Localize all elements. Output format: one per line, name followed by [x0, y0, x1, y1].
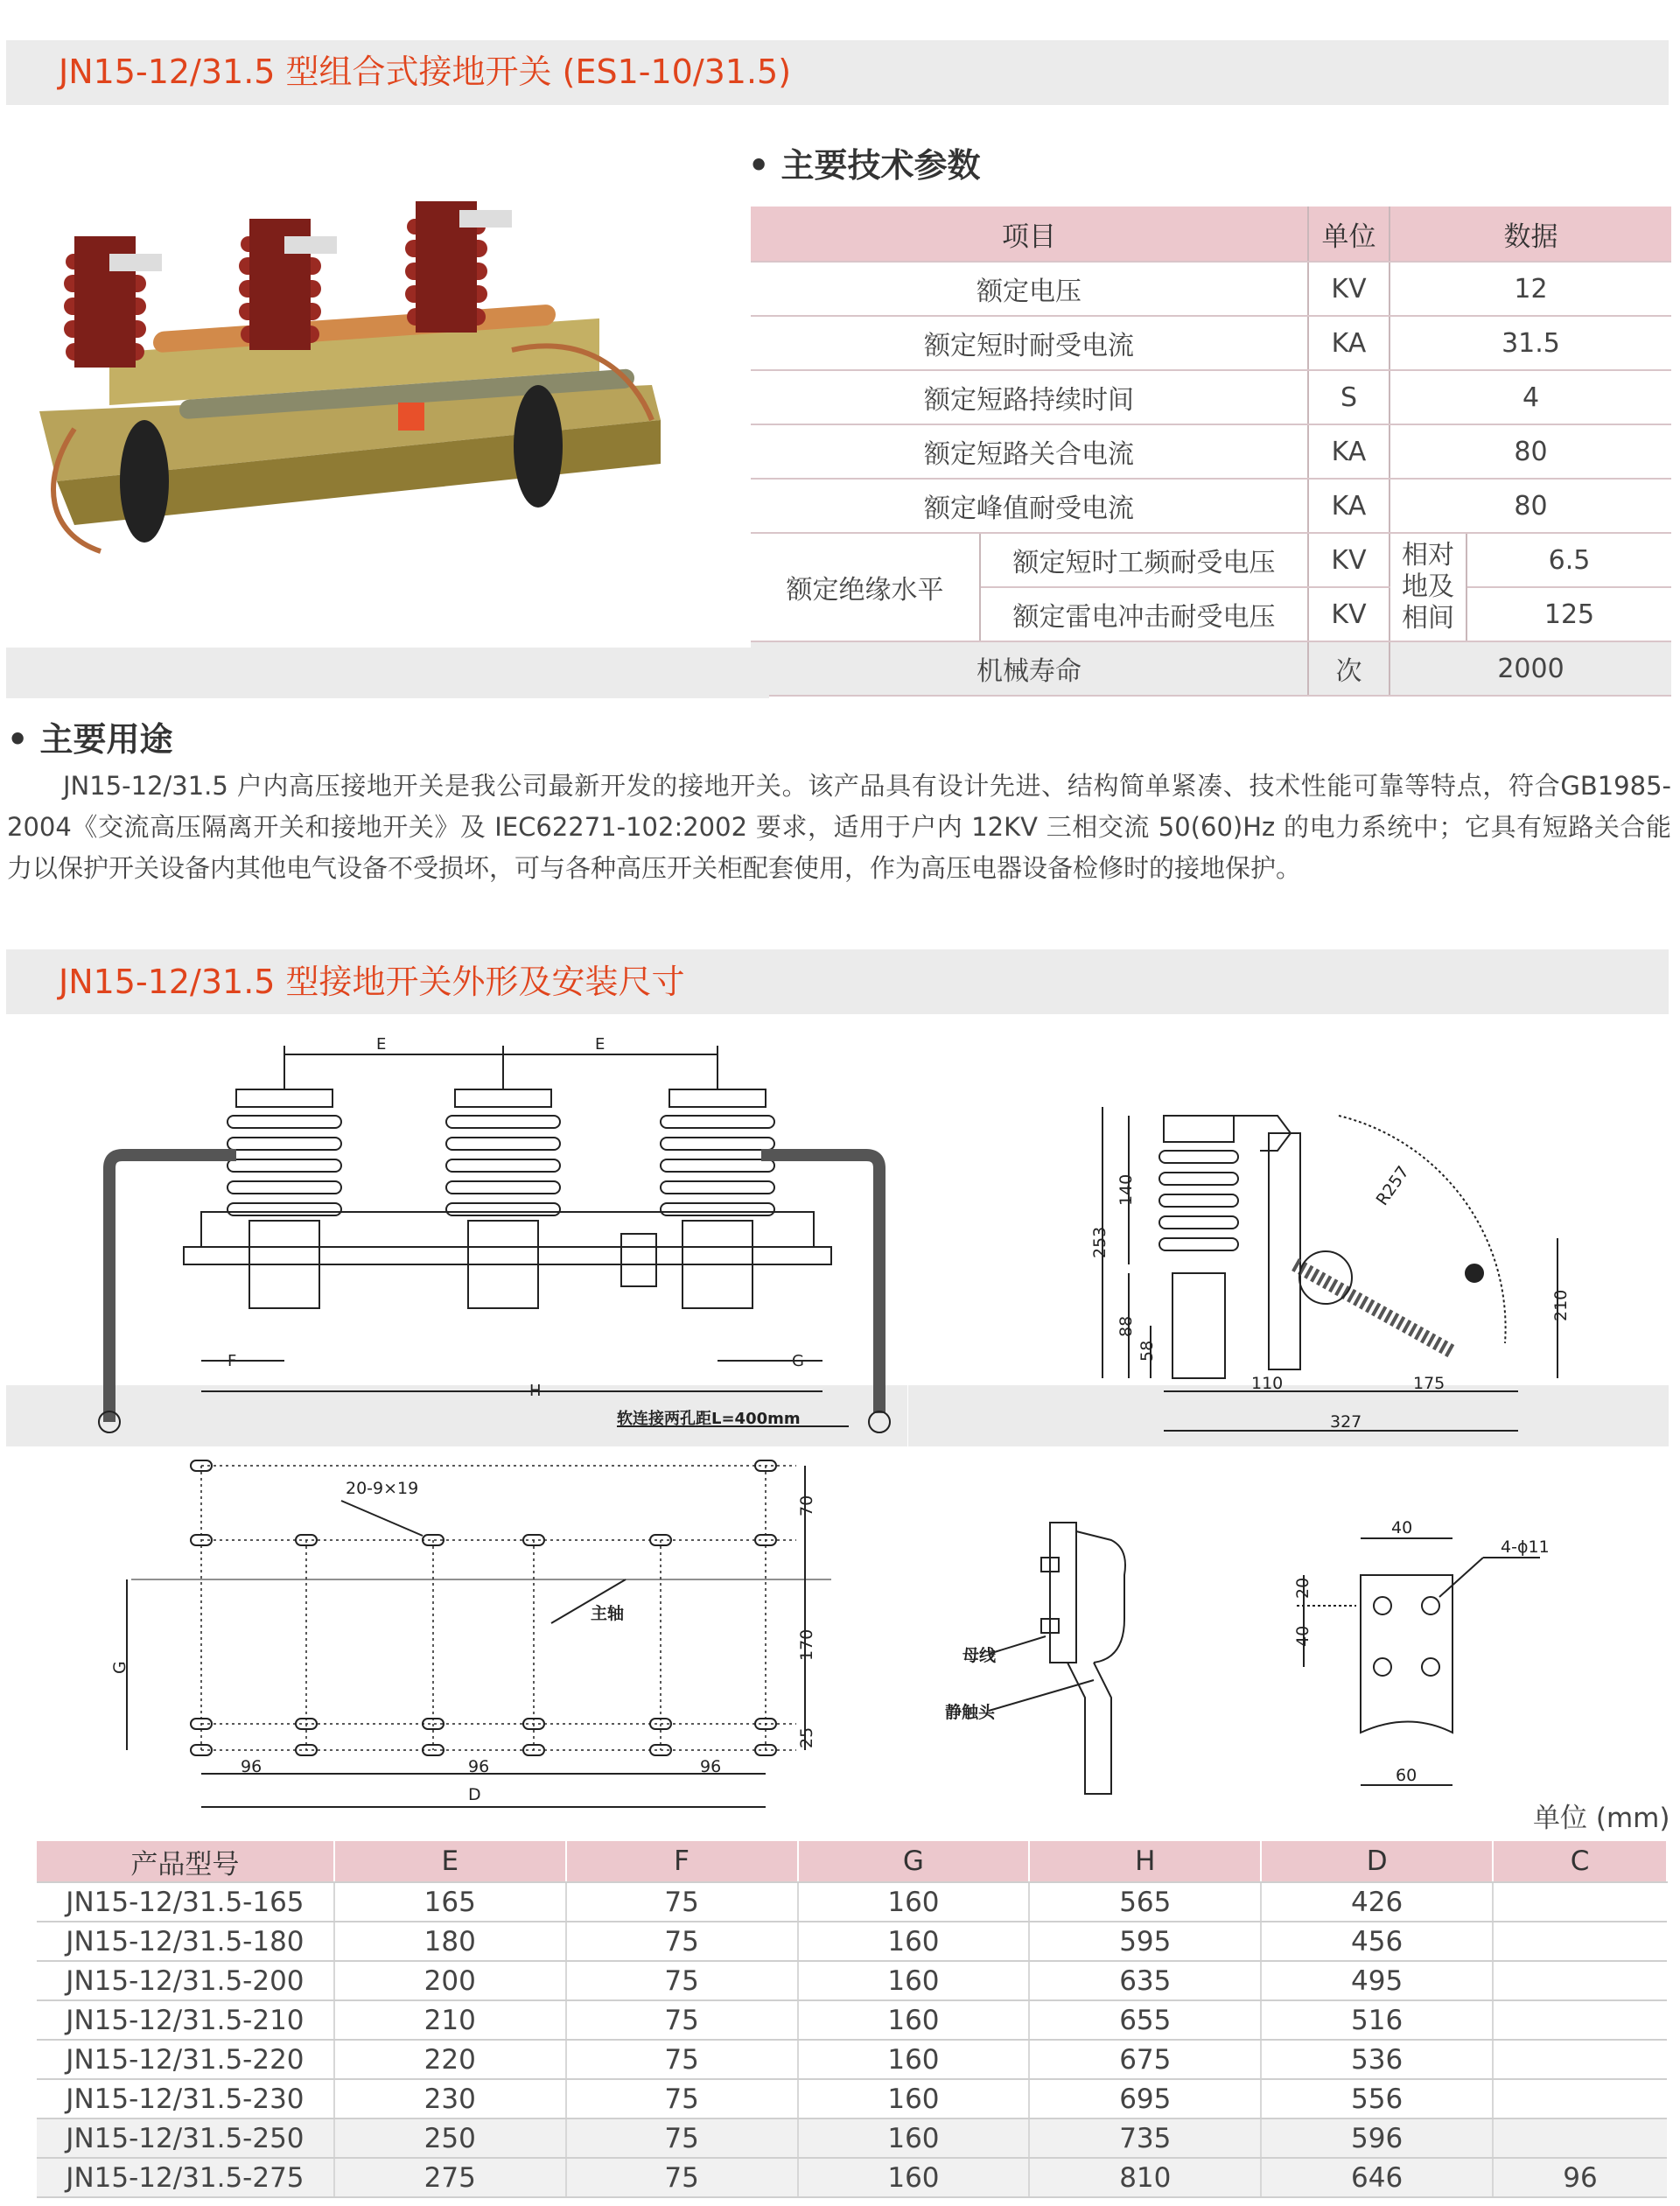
spec-item: 机械寿命 — [751, 641, 1308, 696]
dim-96a: 96 — [241, 1757, 262, 1776]
usage-heading: • 主要用途 — [7, 712, 173, 760]
dim-cell: 426 — [1261, 1882, 1493, 1922]
spec-unit: S — [1308, 370, 1390, 424]
dim-cell-model: JN15-12/31.5-220 — [37, 2040, 334, 2079]
dim-f: F — [228, 1352, 237, 1370]
spec-item: 额定短时耐受电流 — [751, 316, 1308, 370]
dim-header: E — [334, 1841, 566, 1882]
dim-70: 70 — [797, 1495, 816, 1516]
spec-unit: KA — [1308, 316, 1390, 370]
dim-cell — [1493, 1922, 1667, 1961]
dim-cell: 75 — [566, 2040, 798, 2079]
static-contact-label: 静触头 — [945, 1703, 996, 1722]
spec-unit: 次 — [1308, 641, 1390, 696]
dim-g-mount: G — [110, 1661, 130, 1674]
dim-cell: 75 — [566, 2118, 798, 2158]
dim-row — [37, 2000, 1667, 2040]
section-title-band-2 — [6, 949, 1669, 1014]
dim-g: G — [792, 1352, 804, 1370]
dim-cell-model: JN15-12/31.5-250 — [37, 2118, 334, 2158]
dim-cell: 456 — [1261, 1922, 1493, 1961]
spec-item: 额定电压 — [751, 262, 1308, 316]
dim-cell: 230 — [334, 2079, 566, 2118]
spec-insulation-label: 额定绝缘水平 — [751, 533, 980, 641]
dim-cell: 275 — [334, 2158, 566, 2197]
dim-58: 58 — [1138, 1340, 1157, 1362]
dim-cell: 675 — [1029, 2040, 1261, 2079]
spec-value: 125 — [1466, 587, 1671, 641]
dim-cell — [1493, 1882, 1667, 1922]
spec-item: 额定雷电冲击耐受电压 — [980, 587, 1308, 641]
spec-row — [751, 262, 1671, 316]
dim-r257: R257 — [1372, 1162, 1413, 1209]
spec-row — [751, 479, 1671, 533]
spec-item: 额定短路持续时间 — [751, 370, 1308, 424]
busbar-label: 母线 — [962, 1646, 997, 1665]
dim-cell-model: JN15-12/31.5-275 — [37, 2158, 334, 2197]
dim-row — [37, 2158, 1667, 2197]
dim-cell: 75 — [566, 2158, 798, 2197]
pole — [228, 1089, 341, 1308]
dim-cell — [1493, 2040, 1667, 2079]
section-title: JN15-12/31.5 型组合式接地开关 (ES1-10/31.5) — [59, 53, 792, 91]
dim-cell: 75 — [566, 1961, 798, 2000]
dim-40-top: 40 — [1391, 1518, 1413, 1537]
spec-row — [751, 316, 1671, 370]
dim-140: 140 — [1116, 1173, 1136, 1206]
spec-unit: KV — [1308, 587, 1390, 641]
dim-96c: 96 — [700, 1757, 722, 1776]
dim-cell: 75 — [566, 2079, 798, 2118]
spec-row — [751, 641, 1671, 696]
dim-cell: 516 — [1261, 2000, 1493, 2040]
dim-cell — [1493, 2079, 1667, 2118]
dim-cell: 160 — [798, 2118, 1030, 2158]
spec-value: 80 — [1390, 424, 1671, 479]
dim-327: 327 — [1330, 1412, 1362, 1432]
dim-cell — [1493, 2000, 1667, 2040]
dim-cell: 220 — [334, 2040, 566, 2079]
dim-header: C — [1493, 1841, 1667, 1882]
dim-row — [37, 1961, 1667, 2000]
dim-60: 60 — [1396, 1766, 1418, 1785]
dim-h: H — [529, 1382, 542, 1400]
dim-e1: E — [376, 1035, 387, 1054]
dim-row — [37, 1882, 1667, 1922]
spec-value: 4 — [1390, 370, 1671, 424]
dim-cell: 160 — [798, 2158, 1030, 2197]
spec-value: 12 — [1390, 262, 1671, 316]
side-view-drawing — [1090, 1098, 1584, 1439]
holes-label: 20-9×19 — [346, 1479, 419, 1498]
dim-cell: 75 — [566, 1922, 798, 1961]
holes-4-label: 4-ϕ11 — [1501, 1537, 1550, 1557]
spec-item: 额定短路关合电流 — [751, 424, 1308, 479]
main-shaft-label: 主轴 — [591, 1604, 625, 1623]
dim-88: 88 — [1116, 1315, 1136, 1337]
spec-insulation-sub-text: 相对地及相间 — [1402, 540, 1454, 634]
specs-heading: • 主要技术参数 — [748, 138, 981, 186]
dim-cell: 596 — [1261, 2118, 1493, 2158]
spec-unit: KA — [1308, 479, 1390, 533]
dim-row — [37, 1922, 1667, 1961]
spec-item: 额定短时工频耐受电压 — [980, 533, 1308, 587]
spec-row — [751, 424, 1671, 479]
dim-cell-model: JN15-12/31.5-200 — [37, 1961, 334, 2000]
dim-cell: 565 — [1029, 1882, 1261, 1922]
dim-cell: 160 — [798, 1961, 1030, 2000]
dim-header: D — [1261, 1841, 1493, 1882]
mounting-holes-drawing — [96, 1448, 831, 1824]
dimension-table — [37, 1841, 1668, 2198]
usage-text-body: JN15-12/31.5 户内高压接地开关是我公司最新开发的接地开关。该产品具有设计先进、结构简单紧凑、技术性能可靠等特点，符合GB1985-2004《交流高压隔离开关和接地开关》及 IEC62271-102:2002 要求，适用于户内 12KV 三相交流 50(60)Hz 的电力系统中；它具有短路关合能力以保护开关设备内其他电气设备不受损坏，可与各种高压开关柜配套使用，作为高压电器设备检修时的接地保护。 — [7, 771, 1671, 883]
dim-header: F — [566, 1841, 798, 1882]
dim-cell — [1493, 1961, 1667, 2000]
dim-40-side: 40 — [1293, 1625, 1312, 1647]
dim-cell-model: JN15-12/31.5-230 — [37, 2079, 334, 2118]
spec-item: 额定峰值耐受电流 — [751, 479, 1308, 533]
dim-row — [37, 2040, 1667, 2079]
spec-header-row — [751, 207, 1671, 262]
spec-insulation-sub — [1390, 533, 1466, 641]
spec-value: 6.5 — [1466, 533, 1671, 587]
photo-grey-band — [6, 648, 769, 698]
section-title-band — [6, 40, 1669, 105]
soft-link-note: 软连接两孔距L=400mm — [617, 1410, 801, 1428]
dim-header: H — [1029, 1841, 1261, 1882]
dim-header: G — [798, 1841, 1030, 1882]
dim-cell: 160 — [798, 1882, 1030, 1922]
usage-text — [7, 766, 1671, 889]
spec-unit: KV — [1308, 262, 1390, 316]
dim-cell: 210 — [334, 2000, 566, 2040]
dim-20: 20 — [1293, 1577, 1312, 1599]
dim-cell: 495 — [1261, 1961, 1493, 2000]
dim-cell: 810 — [1029, 2158, 1261, 2197]
dim-cell: 96 — [1493, 2158, 1667, 2197]
spec-header-unit: 单位 — [1308, 207, 1390, 262]
dim-cell: 556 — [1261, 2079, 1493, 2118]
dim-cell-model: JN15-12/31.5-210 — [37, 2000, 334, 2040]
spec-row — [751, 533, 1671, 587]
dim-cell: 160 — [798, 1922, 1030, 1961]
spec-row — [751, 370, 1671, 424]
dim-e2: E — [595, 1035, 606, 1054]
dim-header-row — [37, 1841, 1667, 1882]
spec-unit: KV — [1308, 533, 1390, 587]
bracket-drawing — [1278, 1518, 1592, 1803]
dim-cell: 735 — [1029, 2118, 1261, 2158]
dim-cell: 635 — [1029, 1961, 1261, 2000]
section-title-2: JN15-12/31.5 型接地开关外形及安装尺寸 — [59, 963, 685, 1001]
dim-cell: 536 — [1261, 2040, 1493, 2079]
dim-96b: 96 — [468, 1757, 490, 1776]
dim-cell: 75 — [566, 2000, 798, 2040]
dim-253: 253 — [1090, 1226, 1110, 1258]
dim-cell: 250 — [334, 2118, 566, 2158]
mounting-hole — [191, 1460, 776, 1755]
dim-row — [37, 2118, 1667, 2158]
dim-210: 210 — [1551, 1289, 1571, 1321]
product-photo — [22, 201, 669, 569]
unit-note: 单位 (mm) — [1533, 1803, 1670, 1834]
static-contact-drawing — [945, 1505, 1155, 1803]
front-view-drawing — [96, 1037, 919, 1431]
spec-value: 31.5 — [1390, 316, 1671, 370]
spec-header-value: 数据 — [1390, 207, 1671, 262]
dim-cell — [1493, 2118, 1667, 2158]
dim-cell: 200 — [334, 1961, 566, 2000]
dim-cell: 695 — [1029, 2079, 1261, 2118]
dim-175: 175 — [1413, 1374, 1446, 1393]
dim-cell: 160 — [798, 2040, 1030, 2079]
spec-table — [751, 207, 1671, 697]
dim-cell: 655 — [1029, 2000, 1261, 2040]
dim-25: 25 — [797, 1726, 816, 1748]
spec-value: 80 — [1390, 479, 1671, 533]
spec-value: 2000 — [1390, 641, 1671, 696]
spec-unit: KA — [1308, 424, 1390, 479]
dim-cell-model: JN15-12/31.5-180 — [37, 1922, 334, 1961]
dim-cell: 646 — [1261, 2158, 1493, 2197]
dim-row — [37, 2079, 1667, 2118]
dim-cell: 595 — [1029, 1922, 1261, 1961]
spec-header-item: 项目 — [751, 207, 1308, 262]
dim-cell: 165 — [334, 1882, 566, 1922]
dim-110: 110 — [1251, 1374, 1284, 1393]
dim-cell: 180 — [334, 1922, 566, 1961]
dim-d: D — [468, 1785, 481, 1804]
dim-cell: 75 — [566, 1882, 798, 1922]
dim-cell-model: JN15-12/31.5-165 — [37, 1882, 334, 1922]
dim-170: 170 — [797, 1628, 816, 1661]
dim-cell: 160 — [798, 2079, 1030, 2118]
dim-header: 产品型号 — [37, 1841, 334, 1882]
dim-cell: 160 — [798, 2000, 1030, 2040]
